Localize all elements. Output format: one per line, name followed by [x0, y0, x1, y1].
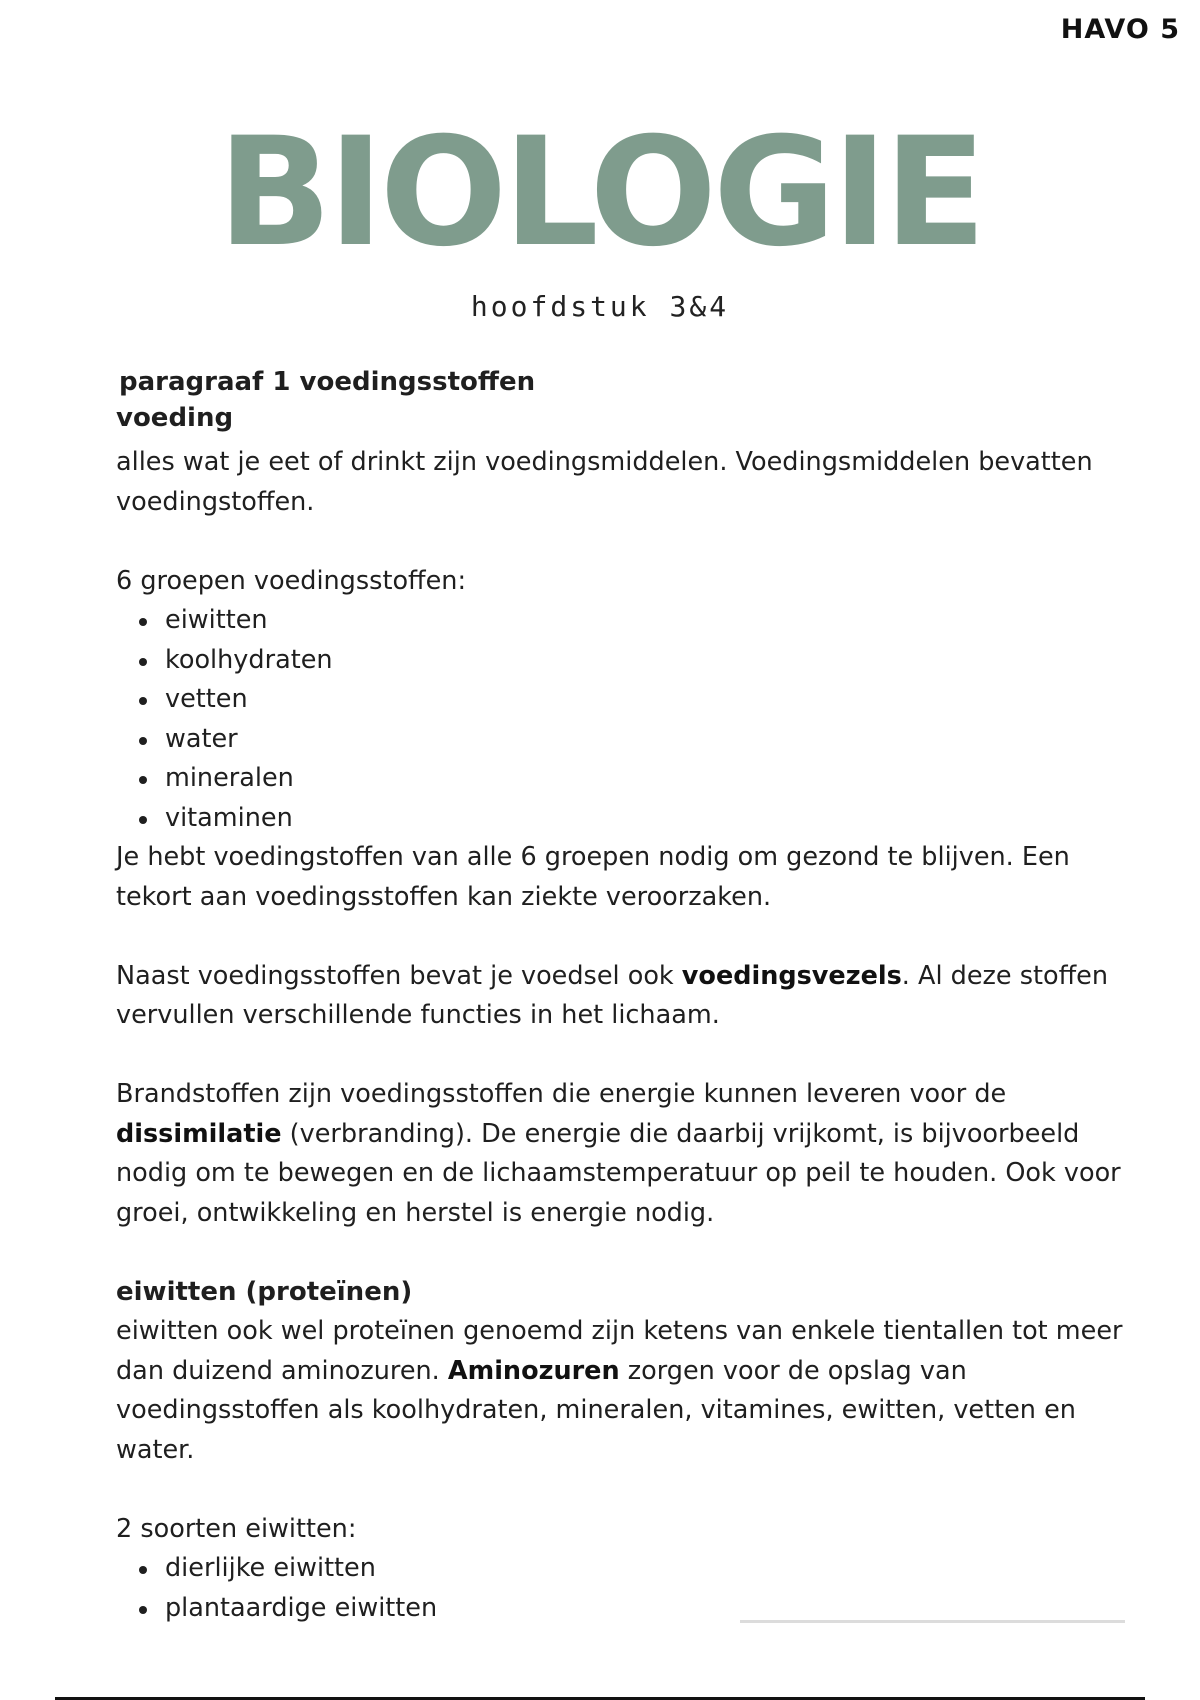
list-item: eiwitten — [165, 601, 1126, 641]
list-item: vitaminen — [165, 799, 1126, 839]
groups-label: 6 groepen voedingsstoffen: — [116, 565, 467, 596]
fibers-paragraph: Naast voedingsstoffen bevat je voedsel ook voedingsvezels. Al deze stoffen vervullen verschillende functies in het lichaam. — [116, 960, 1109, 1030]
protein-types-list — [116, 1549, 1126, 1628]
page-title: BIOLOGIE — [217, 106, 983, 280]
document-body — [116, 364, 1126, 1628]
list-item: plantaardige eiwitten — [165, 1589, 1126, 1629]
need-paragraph: Je hebt voedingstoffen van alle 6 groepen nodig om gezond te blijven. Een tekort aan voedingsstoffen kan ziekte veroorzaken. — [116, 842, 1070, 912]
intro-paragraph: alles wat je eet of drinkt zijn voedingsmiddelen. Voedingsmiddelen bevatten voedingstoffen. — [116, 447, 1093, 517]
list-item: vetten — [165, 680, 1126, 720]
fuels-paragraph: Brandstoffen zijn voedingsstoffen die energie kunnen leveren voor de dissimilatie (verbranding). De energie die daarbij vrijkomt, is bijvoorbeeld nodig om te bewegen en de lichaamstemperatuur op peil te houden. Ook voor groei, ontwikkeling en herstel is energie nodig. — [116, 1079, 1121, 1228]
keyword-dissimilatie: dissimilatie — [116, 1118, 282, 1149]
list-item: koolhydraten — [165, 641, 1126, 681]
list-item: mineralen — [165, 759, 1126, 799]
chapter-subtitle: hoofdstuk 3&4 — [470, 290, 730, 323]
proteins-heading: eiwitten (proteïnen) — [116, 1276, 413, 1307]
nutrient-groups-list — [116, 601, 1126, 838]
section-heading: paragraaf 1 voedingsstoffen — [119, 367, 536, 397]
faint-divider — [740, 1620, 1125, 1623]
list-item: dierlijke eiwitten — [165, 1549, 1126, 1589]
proteins-paragraph: eiwitten ook wel proteïnen genoemd zijn ketens van enkele tientallen tot meer dan duizend aminozuren. Aminozuren zorgen voor de opslag van voedingsstoffen als koolhydraten, mineralen, vitamines, ewitten, vetten en water. — [116, 1316, 1123, 1465]
keyword-voedingsvezels: voedingsvezels — [681, 960, 902, 991]
topic-heading: voeding — [116, 403, 234, 433]
class-level-label: HAVO 5 — [1060, 14, 1180, 45]
protein-types-label: 2 soorten eiwitten: — [116, 1513, 357, 1544]
list-item: water — [165, 720, 1126, 760]
keyword-aminozuren: Aminozuren — [447, 1355, 620, 1386]
